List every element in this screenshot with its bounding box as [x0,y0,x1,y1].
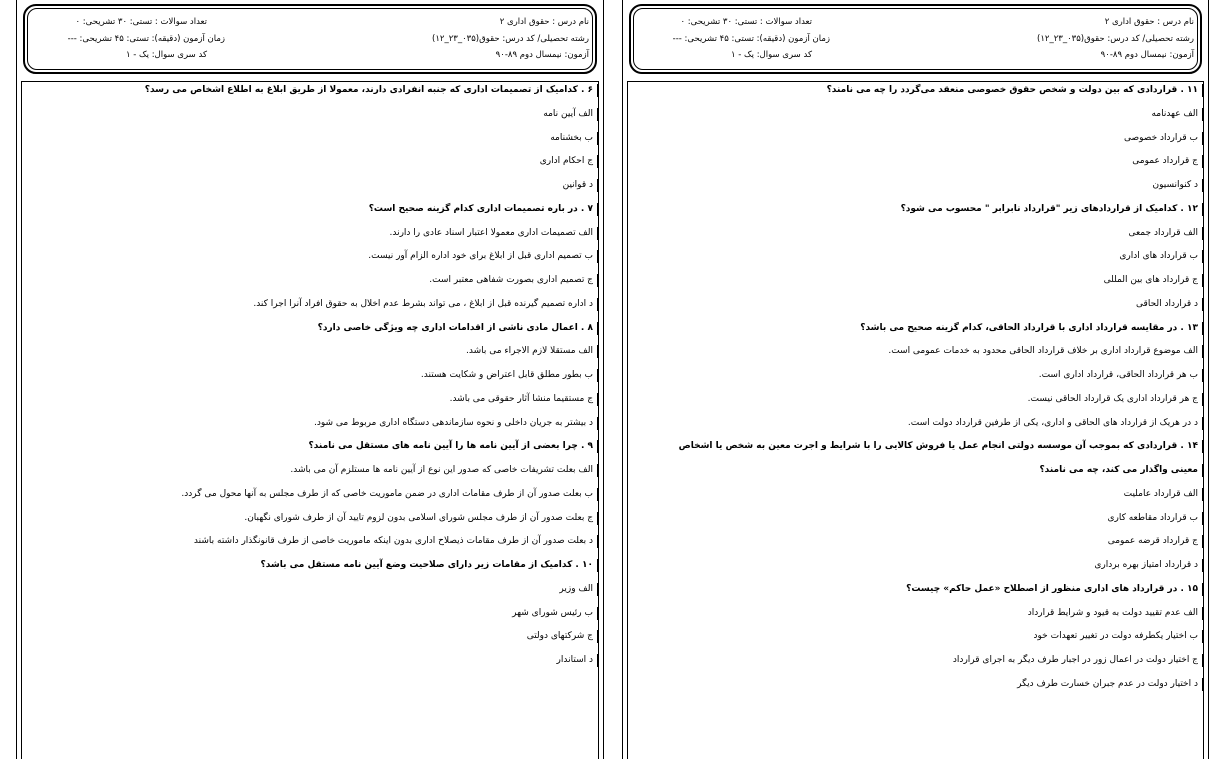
option-text: د در هریک از قرارداد های الحاقی و اداری، یکی از طرفین قرارداد دولت است. [907,417,1198,428]
option-text: د قوانین [562,180,593,190]
option-text: الف عهدنامه [1151,108,1198,119]
option-text: د کنوانسیون [1152,180,1198,190]
line-margin-mark [597,274,598,287]
course-name: نام درس : حقوق اداری ۲ [1104,17,1194,27]
line-margin-mark [1202,345,1203,358]
line-margin-mark [1202,179,1203,192]
option-text: ب بطور مطلق قابل اعتراض و شکایت هستند. [420,370,593,380]
option-text: الف تصمیمات اداری معمولا اعتبار اسناد عادی را دارند. [389,227,593,238]
question-count: تعداد سوالات : تستی: ۳۰ تشریحی: ۰ [75,17,207,27]
line-margin-mark [1202,678,1203,691]
line-margin-mark [1202,298,1203,311]
line-margin-mark [597,298,598,311]
option-text: الف عدم تقیید دولت به قیود و شرایط قرارداد [1027,607,1198,618]
exam-header-box [23,4,597,74]
line-margin-mark [1202,250,1203,263]
question-text: ۸ . اعمال مادی ناشی از اقدامات اداری چه ویژگی خاصی دارد؟ [317,322,593,333]
line-margin-mark [1202,535,1203,548]
line-margin-mark [597,250,598,263]
exam-term: آزمون: نیمسال دوم ۸۹-۹۰ [495,50,589,60]
question-series-code: کد سری سوال: یک - ۱ [125,50,207,60]
option-text: ب قرارداد مقاطعه کاری [1107,512,1198,523]
line-margin-mark [1202,417,1203,430]
course-name: نام درس : حقوق اداری ۲ [499,17,589,27]
line-margin-mark [597,322,598,335]
option-text: ب رئیس شورای شهر [512,607,593,618]
option-text: د قرارداد امتیاز بهره برداری [1094,560,1198,570]
option-text: الف آیین نامه [543,108,593,119]
line-margin-mark [597,583,598,596]
line-margin-mark [1202,440,1203,453]
option-text: الف موضوع قرارداد اداری بر خلاف قرارداد الحاقی محدود به خدمات عمومی است. [888,346,1198,357]
option-text: ب بعلت صدور آن از طرف مقامات اداری در ضمن ماموریت خاصی که از طرف مجلس به آنها محول می گردد. [181,488,593,499]
line-margin-mark [1202,512,1203,525]
line-margin-mark [1202,393,1203,406]
option-text: ب تصمیم اداری قبل از ابلاغ برای خود اداره الزام آور نیست. [368,251,593,262]
line-margin-mark [1202,108,1203,121]
option-text: الف قرارداد عاملیت [1123,488,1198,499]
line-margin-mark [597,654,598,667]
line-margin-mark [1202,322,1203,335]
questions-area [627,81,1204,759]
exam-page-right [622,0,1209,759]
question-text: ۱۳ . در مقایسه قرارداد اداری با قرارداد الحاقی، کدام گزینه صحیح می باشد؟ [860,322,1198,333]
line-margin-mark [1202,132,1203,145]
option-text: ج تصمیم اداری بصورت شفاهی معتبر است. [429,275,593,285]
line-margin-mark [597,369,598,382]
option-text: ج احکام اداری [539,156,593,167]
line-margin-mark [597,393,598,406]
question-series-code: کد سری سوال: یک - ۱ [730,50,812,60]
option-text: د اختیار دولت در عدم جبران خسارت طرف دیگر [1017,678,1198,689]
question-text: ۱۵ . در قرارداد های اداری منظور از اصطلاح «عمل حاکم» چیست؟ [906,583,1198,594]
option-text: ب بخشنامه [550,132,593,143]
option-text: ب هر قرارداد الحاقی، قرارداد اداری است. [1038,370,1198,380]
option-text: د بعلت صدور آن از طرف مقامات ذیصلاح اداری بدون اینکه ماموریت خاصی از طرف قانونگذار داشته باشند [193,536,593,547]
line-margin-mark [1202,227,1203,240]
line-margin-mark [597,227,598,240]
option-text: الف قرارداد جمعی [1128,227,1198,238]
line-margin-mark [1202,274,1203,287]
option-text: ج شرکتهای دولتی [526,631,593,642]
line-margin-mark [1202,155,1203,168]
question-text: ۱۴ . قراردادی که بموجب آن موسسه دولتی انجام عمل یا فروش کالایی را با شرایط و اجرت معین به شخص یا اشخاص [678,441,1198,452]
option-text: ج اختیار دولت در اعمال زور در اجبار طرف دیگر به اجرای قرارداد [952,655,1198,665]
line-margin-mark [1202,583,1203,596]
line-margin-mark [597,607,598,620]
option-text: د بیشتر به جریان داخلی و نحوه سازماندهی دستگاه اداری مربوط می شود. [314,417,593,428]
question-count: تعداد سوالات : تستی: ۳۰ تشریحی: ۰ [680,17,812,27]
option-text: ب اختیار یکطرفه دولت در تغییر تعهدات خود [1033,631,1198,642]
exam-time: زمان آزمون (دقیقه): تستی: ۴۵ تشریحی: --- [67,34,225,44]
option-text: د استاندار [556,655,593,665]
option-text: الف مستقلا لازم الاجراء می باشد. [466,346,593,357]
option-text: ج قرارداد های بین المللی [1103,275,1198,285]
line-margin-mark [1202,203,1203,216]
option-text: ج قرارداد عمومی [1132,156,1198,167]
exam-header-box [629,4,1202,74]
line-margin-mark [597,464,598,477]
line-margin-mark [597,535,598,548]
line-margin-mark [597,417,598,430]
line-margin-mark [597,84,598,97]
option-text: ج قرارداد قرضه عمومی [1107,536,1198,547]
option-text: د اداره تصمیم گیرنده قبل از ابلاغ ، می تواند بشرط عدم اخلال به حقوق افراد آنرا اجرا کند. [253,298,593,309]
line-margin-mark [597,203,598,216]
line-margin-mark [1202,654,1203,667]
question-text: ۱۰ . کدامیک از مقامات زیر دارای صلاحیت وضع آیین نامه مستقل می باشد؟ [260,560,593,570]
option-text: الف وزیر [559,583,593,594]
line-margin-mark [1202,84,1203,97]
line-margin-mark [597,345,598,358]
questions-area [21,81,599,759]
line-margin-mark [597,559,598,572]
line-margin-mark [1202,464,1203,477]
exam-time: زمان آزمون (دقیقه): تستی: ۴۵ تشریحی: --- [672,34,830,44]
option-text: ب قرارداد های اداری [1119,251,1198,262]
option-text: ج هر قرارداد اداری یک قرارداد الحاقی نیست. [1027,393,1198,404]
line-margin-mark [597,179,598,192]
line-margin-mark [1202,630,1203,643]
option-text: ج بعلت صدور آن از طرف مجلس شورای اسلامی بدون لزوم تایید آن از طرف شورای نگهبان. [244,512,593,523]
line-margin-mark [597,132,598,145]
line-margin-mark [597,108,598,121]
line-margin-mark [1202,369,1203,382]
field-course-code: رشته تحصیلی/ کد درس: حقوق(۰۳۵_۲۳_۱۲) [1036,34,1194,44]
line-margin-mark [1202,559,1203,572]
line-margin-mark [597,155,598,168]
question-text: ۶ . کدامیک از تصمیمات اداری که جنبه انفرادی دارند، معمولا از طریق ابلاغ به اطلاع اشخاص می رسد؟ [144,85,593,95]
line-margin-mark [597,488,598,501]
line-margin-mark [1202,488,1203,501]
exam-term: آزمون: نیمسال دوم ۸۹-۹۰ [1100,50,1194,60]
question-text: ۱۲ . کدامیک از قراردادهای زیر "قرارداد نابرابر " محسوب می شود؟ [900,203,1198,214]
field-course-code: رشته تحصیلی/ کد درس: حقوق(۰۳۵_۲۳_۱۲) [431,34,589,44]
exam-page-left [16,0,604,759]
question-text: ۹ . چرا بعضی از آیین نامه ها را آیین نامه های مستقل می نامند؟ [308,441,593,452]
line-margin-mark [597,512,598,525]
option-text: الف بعلت تشریفات خاصی که صدور این نوع از آیین نامه ها مستلزم آن می باشد. [290,465,593,475]
line-margin-mark [1202,607,1203,620]
line-margin-mark [597,630,598,643]
question-text: معینی واگذار می کند، چه می نامند؟ [1039,465,1198,475]
option-text: ب قرارداد خصوصی [1124,132,1198,143]
option-text: د قرارداد الحاقی [1136,298,1198,309]
question-text: ۱۱ . قراردادی که بین دولت و شخص حقوق خصوصی منعقد می‌گردد را چه می نامند؟ [826,85,1198,95]
question-text: ۷ . در باره تصمیمات اداری کدام گزینه صحیح است؟ [368,203,593,214]
option-text: ج مستقیما منشا آثار حقوقی می باشد. [449,393,593,404]
line-margin-mark [597,440,598,453]
